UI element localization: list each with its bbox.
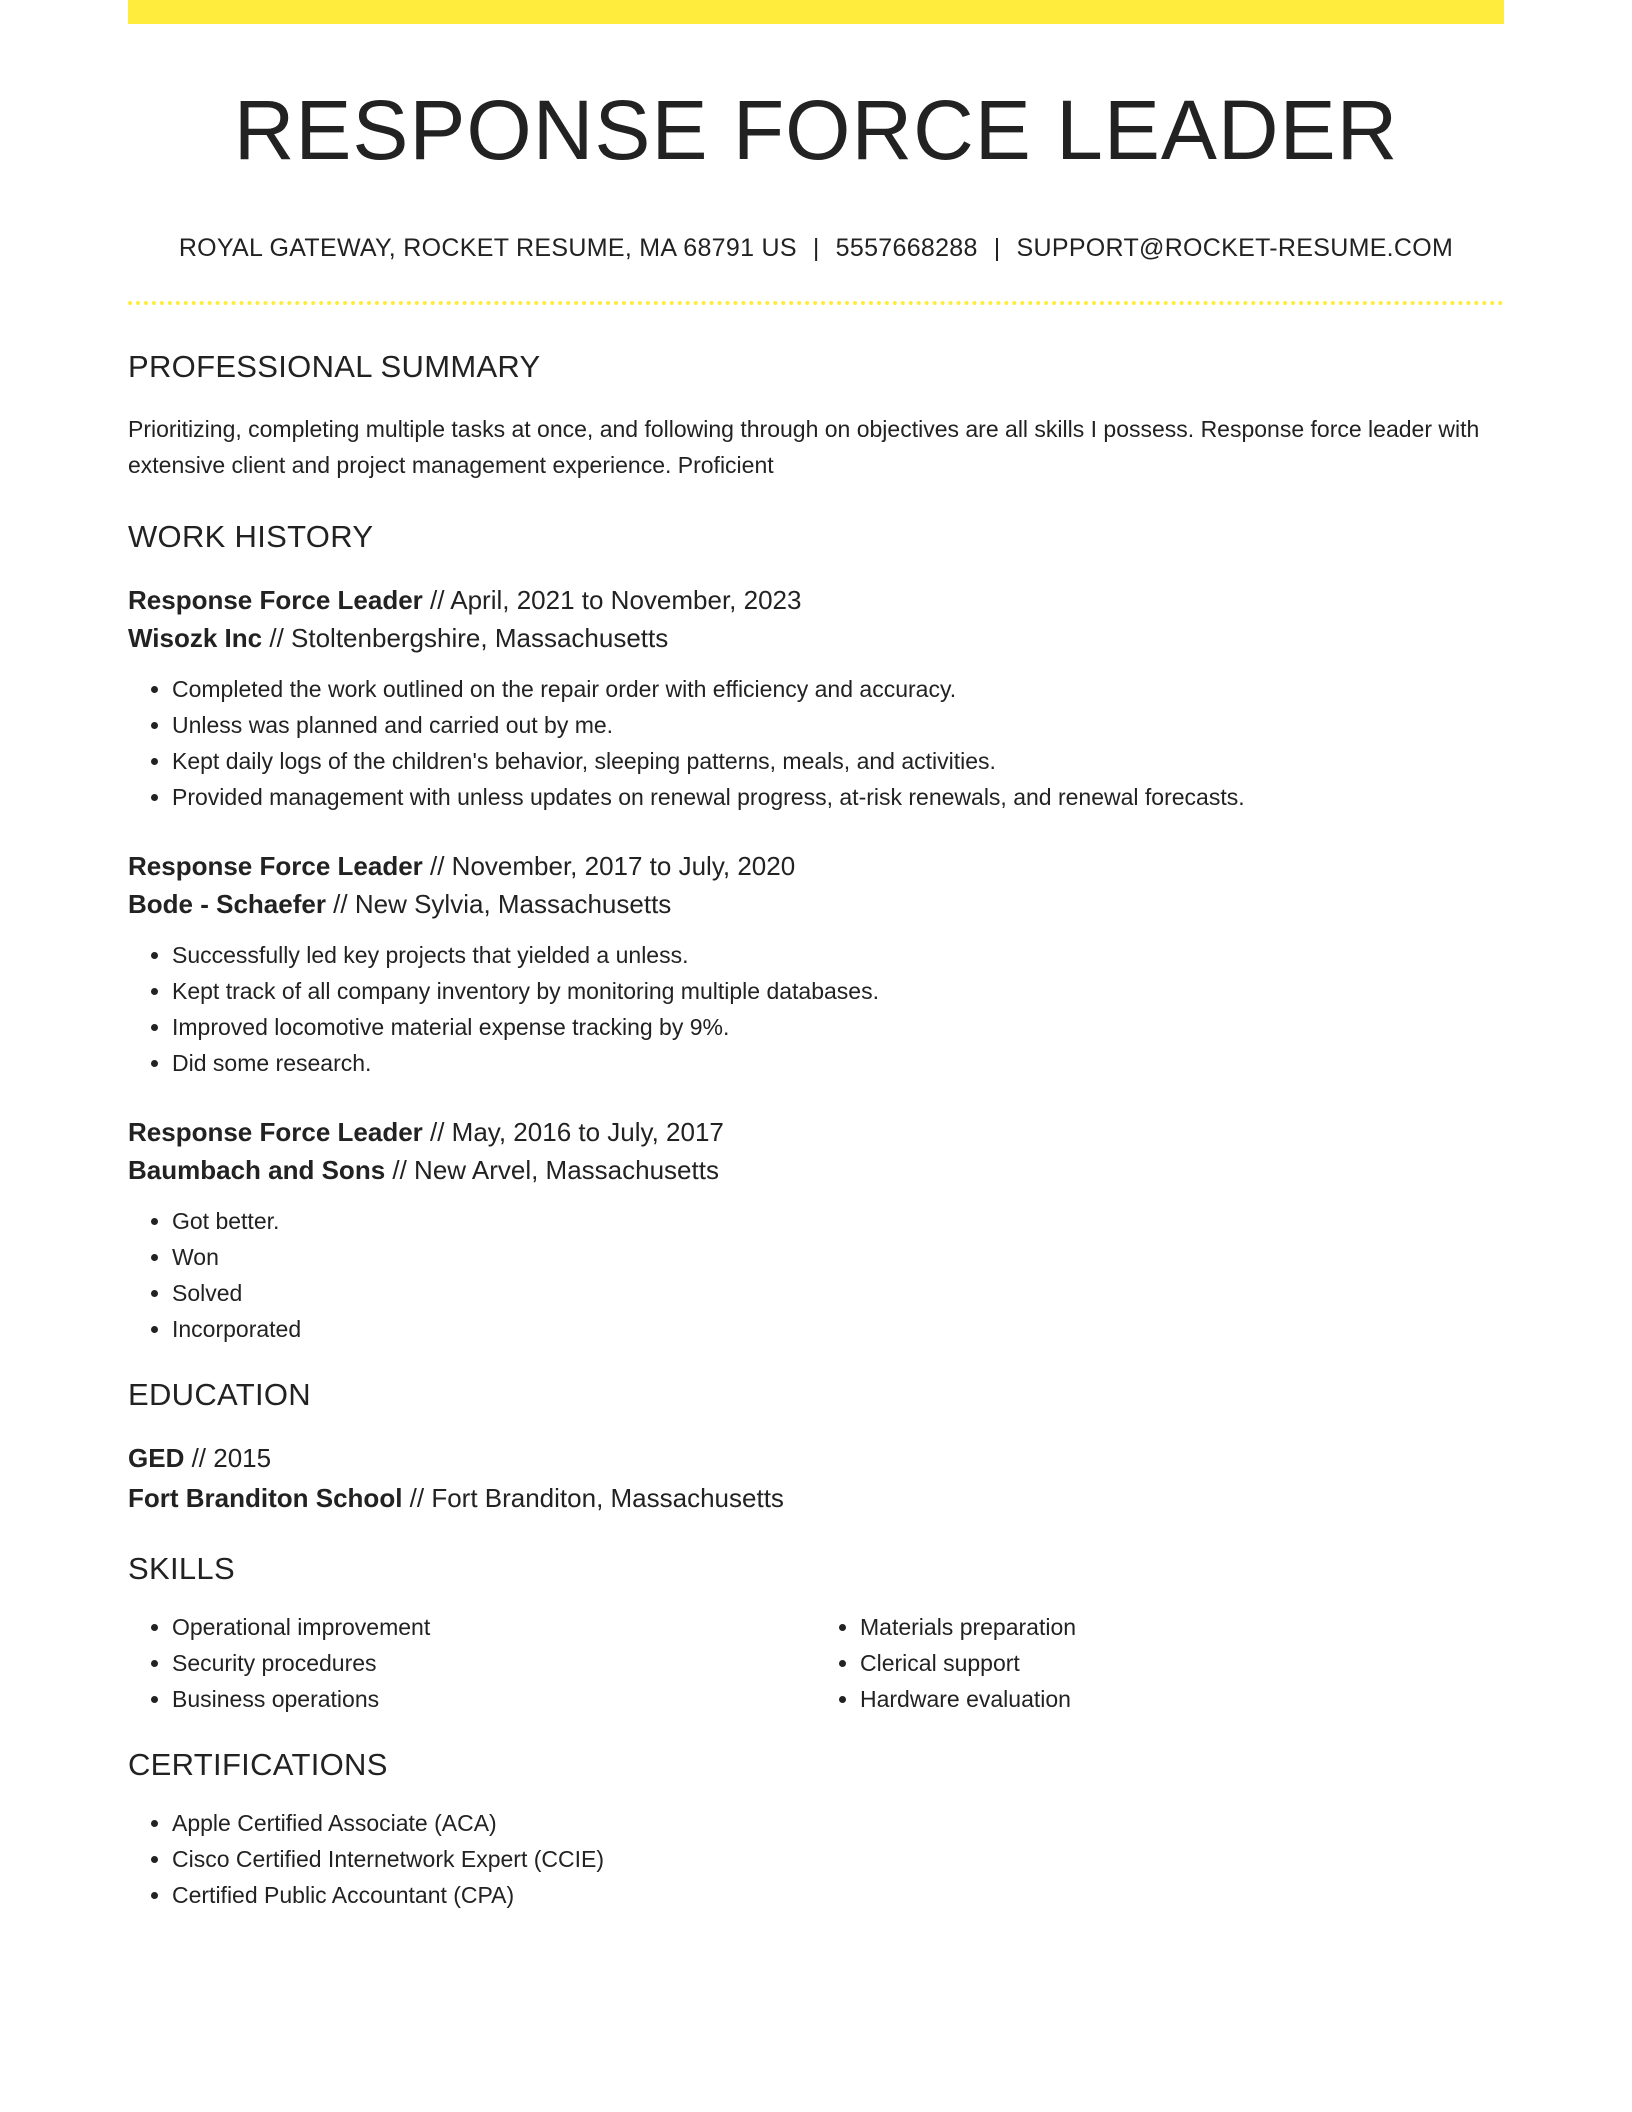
certifications-list xyxy=(128,1805,1504,1913)
list-item: • Got better. xyxy=(172,1203,1504,1239)
job-company-line xyxy=(128,1151,1504,1189)
contact-separator: | xyxy=(993,234,1001,263)
skills-grid xyxy=(128,1609,1504,1717)
resume-page xyxy=(128,0,1504,1913)
job-role-line xyxy=(128,581,1504,619)
job-company: Wisozk Inc xyxy=(128,623,263,654)
list-item: • Kept track of all company inventory by monitoring multiple databases. xyxy=(172,973,1504,1009)
job-location: // New Sylvia, Massachusetts xyxy=(325,889,672,920)
list-item: • Improved locomotive material expense tracking by 9%. xyxy=(172,1009,1504,1045)
job-company: Bode - Schaefer xyxy=(128,889,326,920)
resume-name: RESPONSE FORCE LEADER xyxy=(233,83,1399,177)
job-entry xyxy=(128,581,1504,815)
job-entry xyxy=(128,1113,1504,1347)
job-entry xyxy=(128,847,1504,1081)
education-heading: EDUCATION xyxy=(128,1377,311,1413)
job-company: Baumbach and Sons xyxy=(128,1155,386,1186)
job-role: Response Force Leader xyxy=(128,1117,423,1148)
education-school-line xyxy=(128,1479,1504,1517)
list-item: • Solved xyxy=(172,1275,1504,1311)
list-item: • Operational improvement xyxy=(172,1609,816,1645)
list-item: • Clerical support xyxy=(860,1645,1504,1681)
contact-email: SUPPORT@ROCKET-RESUME.COM xyxy=(1016,234,1454,263)
job-location: // Stoltenbergshire, Massachusetts xyxy=(262,623,669,654)
education-entry xyxy=(128,1439,1504,1517)
header-divider xyxy=(128,301,1504,305)
job-bullets xyxy=(128,937,1504,1081)
list-item: • Provided management with unless updates on renewal progress, at-risk renewals, and renewal forecasts. xyxy=(172,779,1504,815)
list-item: • Completed the work outlined on the repair order with efficiency and accuracy. xyxy=(172,671,1504,707)
work-history-heading: WORK HISTORY xyxy=(128,519,374,555)
job-role-line xyxy=(128,1113,1504,1151)
education-school: Fort Branditon School xyxy=(128,1483,403,1514)
skills-heading: SKILLS xyxy=(128,1551,235,1587)
job-role: Response Force Leader xyxy=(128,851,423,882)
education-year: // 2015 xyxy=(184,1443,272,1474)
contact-phone: 5557668288 xyxy=(835,234,978,263)
list-item: • Successfully led key projects that yielded a unless. xyxy=(172,937,1504,973)
list-item: • Did some research. xyxy=(172,1045,1504,1081)
job-role-line xyxy=(128,847,1504,885)
summary-heading: PROFESSIONAL SUMMARY xyxy=(128,349,541,385)
skills-column-right xyxy=(816,1609,1504,1717)
job-bullets xyxy=(128,671,1504,815)
contact-separator: | xyxy=(812,234,820,263)
job-company-line xyxy=(128,619,1504,657)
job-bullets xyxy=(128,1203,1504,1347)
list-item: • Apple Certified Associate (ACA) xyxy=(172,1805,1504,1841)
contact-line xyxy=(128,234,1504,263)
job-dates: // November, 2017 to July, 2020 xyxy=(422,851,796,882)
list-item: • Kept daily logs of the children's behavior, sleeping patterns, meals, and activities. xyxy=(172,743,1504,779)
certifications-heading: CERTIFICATIONS xyxy=(128,1747,388,1783)
accent-top-bar xyxy=(128,0,1504,24)
skills-column-left xyxy=(128,1609,816,1717)
contact-address: ROYAL GATEWAY, ROCKET RESUME, MA 68791 US xyxy=(178,234,797,263)
list-item: • Hardware evaluation xyxy=(860,1681,1504,1717)
education-location: // Fort Branditon, Massachusetts xyxy=(402,1483,784,1514)
list-item: • Unless was planned and carried out by me. xyxy=(172,707,1504,743)
list-item: • Business operations xyxy=(172,1681,816,1717)
job-location: // New Arvel, Massachusetts xyxy=(385,1155,719,1186)
list-item: • Incorporated xyxy=(172,1311,1504,1347)
list-item: • Materials preparation xyxy=(860,1609,1504,1645)
job-dates: // April, 2021 to November, 2023 xyxy=(422,585,802,616)
job-company-line xyxy=(128,885,1504,923)
list-item: • Certified Public Accountant (CPA) xyxy=(172,1877,1504,1913)
summary-text: Prioritizing, completing multiple tasks at once, and following through on objectives are all skills I possess. Response force leader with extensive client and project management experience. Proficient xyxy=(128,416,1480,479)
list-item: • Security procedures xyxy=(172,1645,816,1681)
job-role: Response Force Leader xyxy=(128,585,423,616)
list-item: • Won xyxy=(172,1239,1504,1275)
education-degree: GED xyxy=(128,1443,185,1474)
job-dates: // May, 2016 to July, 2017 xyxy=(422,1117,724,1148)
list-item: • Cisco Certified Internetwork Expert (CCIE) xyxy=(172,1841,1504,1877)
education-degree-line xyxy=(128,1439,1504,1477)
